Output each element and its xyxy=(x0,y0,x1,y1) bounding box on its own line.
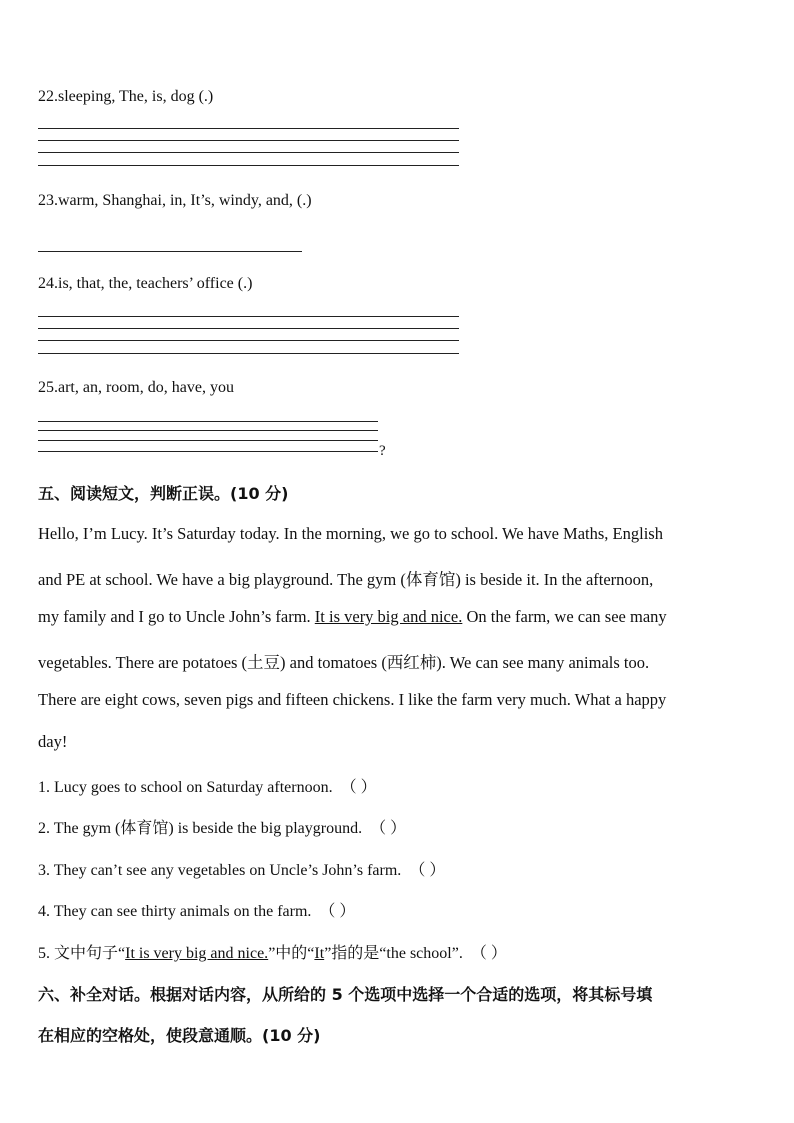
passage-line-6: day! xyxy=(38,732,68,751)
question-text: 2. The gym (体育馆) is beside the big playground. xyxy=(38,820,363,837)
question-mark: ? xyxy=(379,443,386,459)
section-5-title: 五、阅读短文，判断正误。(10 分) xyxy=(38,484,289,503)
passage-line-2: and PE at school. We have a big playground. The gym (体育馆) is beside it. In the afternoon, xyxy=(38,570,654,589)
tf-question-4 xyxy=(38,898,355,921)
section-6-title-cont: 在相应的空格处，使段意通顺。(10 分) xyxy=(38,1026,321,1045)
question-22: 22.sleeping, The, is, dog (.) xyxy=(38,88,214,105)
quoted-word: It xyxy=(314,945,325,962)
answer-line[interactable] xyxy=(38,128,459,129)
answer-line[interactable] xyxy=(38,165,459,166)
answer-line[interactable] xyxy=(38,328,459,329)
question-text: 1. Lucy goes to school on Saturday afternoon. xyxy=(38,779,333,796)
answer-line[interactable] xyxy=(38,440,378,441)
question-text: ”中的“ xyxy=(268,945,315,962)
passage-text: my family and I go to Uncle John’s farm. xyxy=(38,607,315,626)
passage-text: On the farm, we can see many xyxy=(462,607,667,626)
question-25: 25.art, an, room, do, have, you xyxy=(38,379,234,396)
underlined-sentence: It is very big and nice. xyxy=(314,607,463,626)
answer-line[interactable] xyxy=(38,430,378,431)
answer-blank[interactable]: （ ） xyxy=(319,903,356,920)
section-6-title: 六、补全对话。根据对话内容，从所给的 5 个选项中选择一个合适的选项，将其标号填 xyxy=(38,985,653,1004)
quoted-sentence: It is very big and nice. xyxy=(125,945,269,962)
tf-question-2 xyxy=(38,815,406,838)
answer-line[interactable] xyxy=(38,340,459,341)
tf-question-5 xyxy=(38,940,507,963)
answer-line[interactable] xyxy=(38,316,459,317)
question-24: 24.is, that, the, teachers’ office (.) xyxy=(38,275,253,292)
question-23: 23.warm, Shanghai, in, It’s, windy, and, (.) xyxy=(38,192,312,209)
answer-line[interactable] xyxy=(38,451,378,452)
question-text: 4. They can see thirty animals on the farm. xyxy=(38,903,312,920)
passage-line-3 xyxy=(38,607,667,627)
answer-line[interactable] xyxy=(38,421,378,422)
answer-blank[interactable]: （ ） xyxy=(370,820,407,837)
answer-line[interactable] xyxy=(38,251,302,252)
answer-blank[interactable]: （ ） xyxy=(409,862,446,879)
answer-blank[interactable]: （ ） xyxy=(470,945,507,962)
answer-blank[interactable]: （ ） xyxy=(340,779,377,796)
answer-line[interactable] xyxy=(38,152,459,153)
tf-question-3 xyxy=(38,857,445,880)
tf-question-1 xyxy=(38,774,377,797)
question-text: 5. 文中句子“ xyxy=(38,945,126,962)
answer-line[interactable] xyxy=(38,140,459,141)
passage-line-1: Hello, I’m Lucy. It’s Saturday today. In the morning, we go to school. We have Maths, English xyxy=(38,524,663,543)
passage-line-4: vegetables. There are potatoes (土豆) and tomatoes (西红柿). We can see many animals too. xyxy=(38,653,650,672)
passage-line-5: There are eight cows, seven pigs and fifteen chickens. I like the farm very much. What a happy xyxy=(38,690,667,709)
question-text: ”指的是“the school”. xyxy=(324,945,463,962)
question-text: 3. They can’t see any vegetables on Uncle’s John’s farm. xyxy=(38,862,402,879)
answer-line[interactable] xyxy=(38,353,459,354)
